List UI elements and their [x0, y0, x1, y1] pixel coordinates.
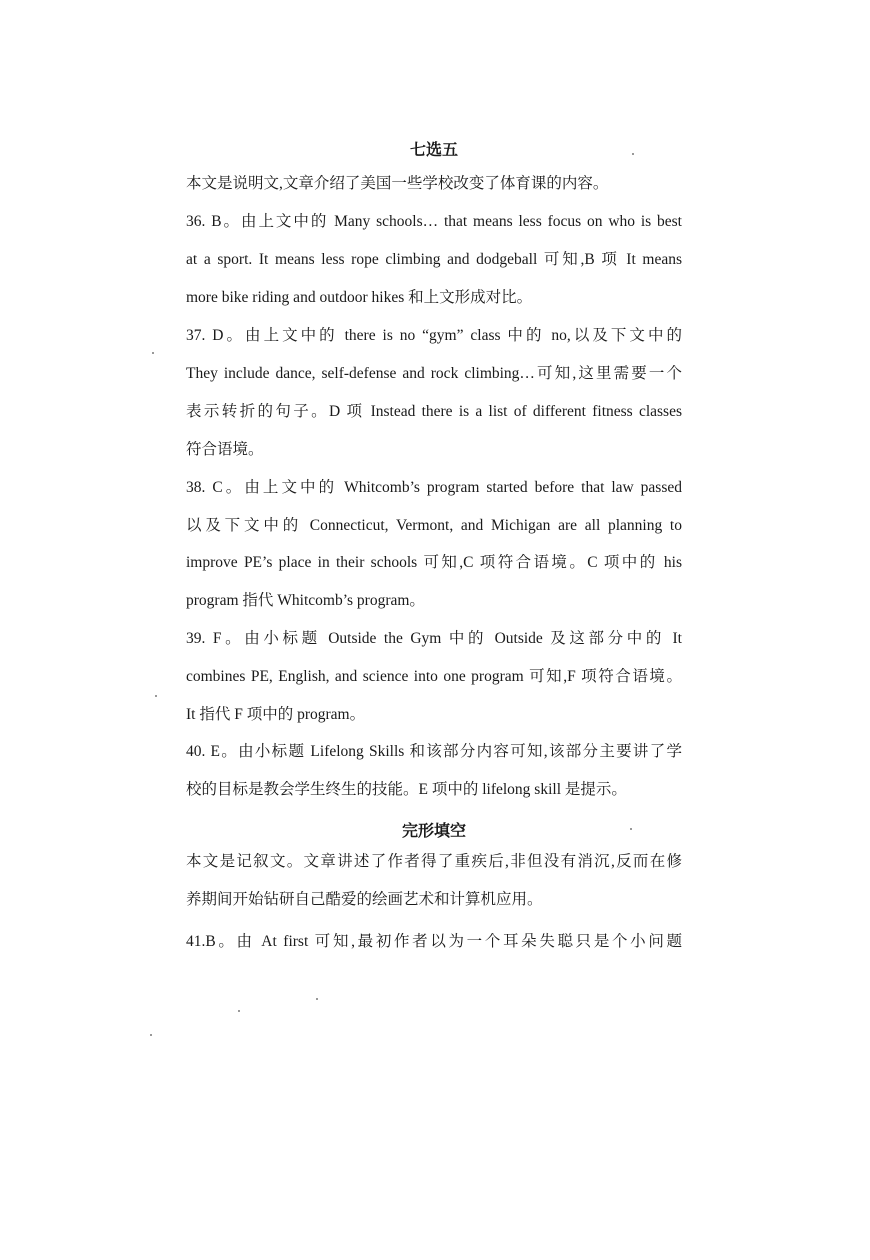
text-line: improve PE’s place in their schools 可知,C 项符合语境。C 项中的 his: [186, 554, 682, 571]
text-line: 41.B。由 At first 可知,最初作者以为一个耳朵失聪只是个小问题: [186, 933, 682, 950]
scan-speck: [316, 998, 318, 1000]
text-line: 37. D。由上文中的 there is no “gym” class 中的 no,以及下文中的: [186, 327, 682, 344]
text-line: 38. C。由上文中的 Whitcomb’s program started before that law passed: [186, 479, 682, 496]
text-line: more bike riding and outdoor hikes 和上文形成对比。: [186, 289, 533, 306]
text-line: 本文是说明文,文章介绍了美国一些学校改变了体育课的内容。: [186, 175, 609, 192]
text-line: 符合语境。: [186, 441, 264, 458]
text-line: It 指代 F 项中的 program。: [186, 706, 366, 723]
scan-speck: [630, 828, 632, 830]
section-title-seven-choose-five: 七选五: [409, 140, 458, 159]
text-line: 表示转折的句子。D 项 Instead there is a list of different fitness classes: [186, 403, 682, 420]
text-line: 本文是记叙文。文章讲述了作者得了重疾后,非但没有消沉,反而在修: [186, 853, 682, 870]
scan-speck: [632, 153, 634, 155]
text-line: 39. F。由小标题 Outside the Gym 中的 Outside 及这部分中的 It: [186, 630, 682, 647]
section-title-cloze: 完形填空: [401, 821, 466, 840]
text-line: 校的目标是教会学生终生的技能。E 项中的 lifelong skill 是提示。: [186, 781, 627, 798]
scan-speck: [152, 352, 154, 354]
text-line: at a sport. It means less rope climbing and dodgeball 可知,B 项 It means: [186, 251, 682, 268]
text-line: 36. B。由上文中的 Many schools… that means less focus on who is best: [186, 213, 682, 230]
text-line: combines PE, English, and science into one program 可知,F 项符合语境。: [186, 668, 682, 685]
text-line: They include dance, self-defense and rock climbing…可知,这里需要一个: [186, 365, 682, 382]
scan-speck: [238, 1010, 240, 1012]
text-line: program 指代 Whitcomb’s program。: [186, 592, 425, 609]
text-line: 养期间开始钻研自己酷爱的绘画艺术和计算机应用。: [186, 891, 543, 908]
scan-speck: [150, 1034, 152, 1036]
text-line: 以及下文中的 Connecticut, Vermont, and Michigan are all planning to: [186, 517, 682, 534]
scan-speck: [155, 695, 157, 697]
text-line: 40. E。由小标题 Lifelong Skills 和该部分内容可知,该部分主要讲了学: [186, 743, 682, 760]
